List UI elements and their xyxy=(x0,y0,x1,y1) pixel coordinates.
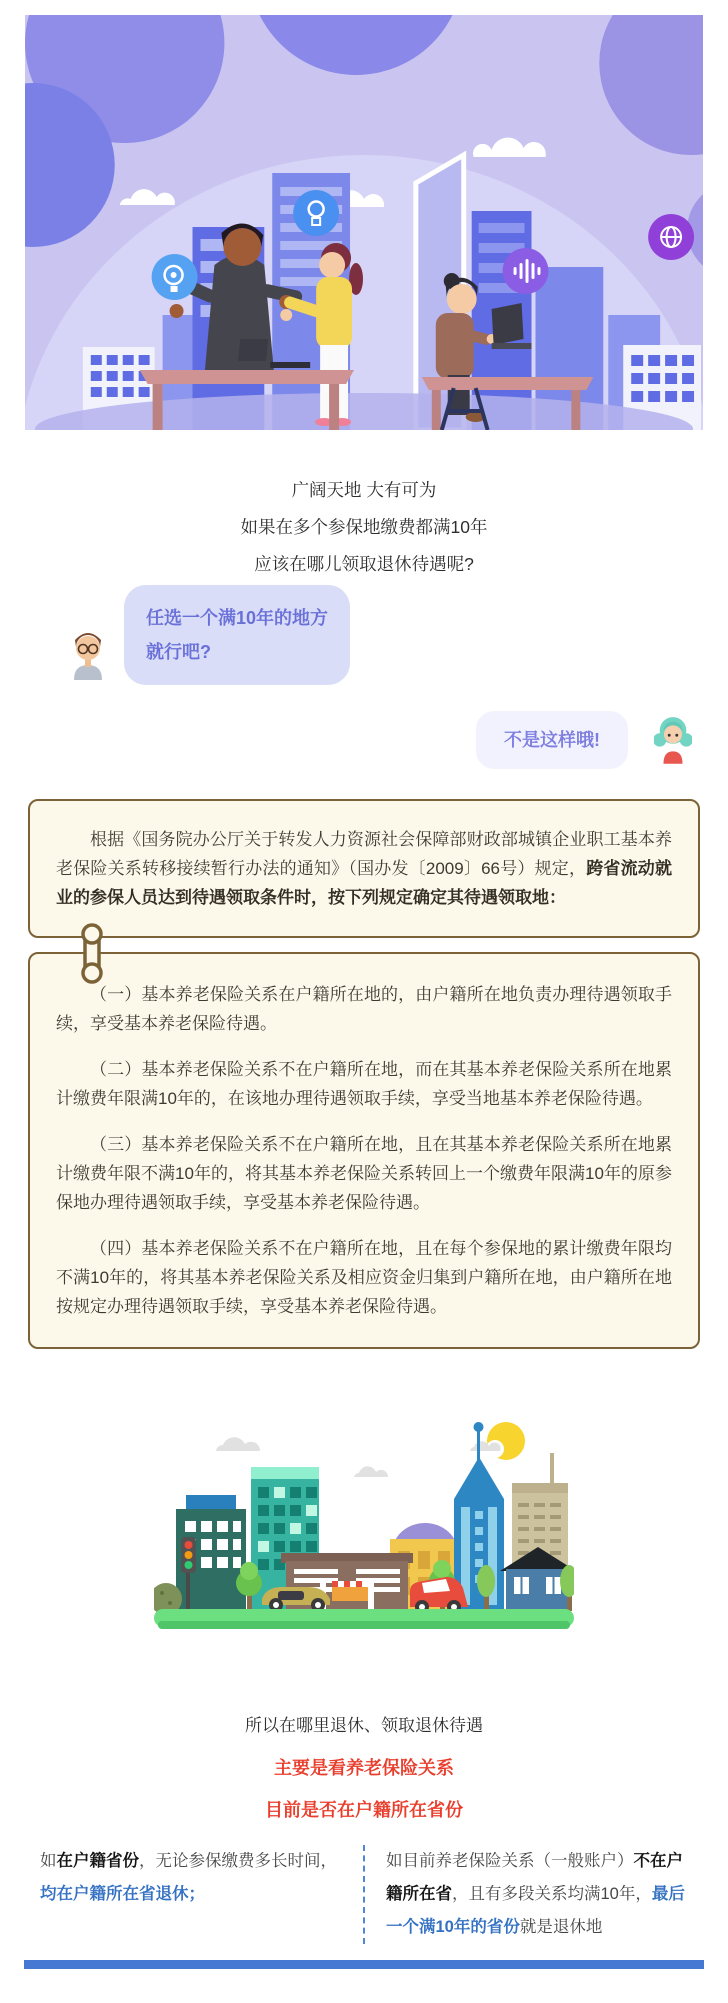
col-left-seg-bold-blue: 均在户籍所在省退休； xyxy=(40,1885,205,1903)
regulation-rules-box xyxy=(28,952,700,1349)
intro-line-3: 应该在哪儿领取退休待遇呢? xyxy=(254,554,474,574)
col-right-seg-bold-blue: 最后一个满10年的省份 xyxy=(386,1885,685,1936)
rule-item-1: （一）基本养老保险关系在户籍所在地的，由户籍所在地负责办理待遇领取手续，享受基本养老保险待遇。 xyxy=(56,985,672,1033)
conclusion-line-3: 目前是否在户籍所在省份 xyxy=(265,1800,463,1820)
chat-left-line1: 任选一个满10年的地方 xyxy=(146,608,329,628)
audio-wave-icon xyxy=(503,248,549,294)
column-in-province xyxy=(40,1845,340,1944)
chat-section xyxy=(0,585,728,769)
col-right-text xyxy=(386,1845,688,1944)
chat-row-right xyxy=(36,711,692,769)
dashed-divider xyxy=(363,1845,365,1944)
conclusion-line-2: 主要是看养老保险关系 xyxy=(274,1758,454,1778)
regulation-section xyxy=(28,799,700,1349)
bulb-icon xyxy=(293,190,339,236)
sun-icon xyxy=(486,1422,525,1460)
col-left-seg-normal: 如 xyxy=(40,1852,57,1870)
globe-icon xyxy=(648,214,694,260)
rule-item-2: （二）基本养老保险关系不在户籍所在地，而在其基本养老保险关系所在地累计缴费年限满10年的，在该地办理待遇领取手续，享受当地基本养老保险待遇。 xyxy=(56,1060,672,1108)
intro-line-1: 广阔天地 大有可为 xyxy=(291,480,437,500)
col-left-seg-normal2: ，无论参保缴费多长时间， xyxy=(139,1852,337,1870)
city-illustration xyxy=(154,1411,574,1641)
col-right-seg-normal3: 就是退休地 xyxy=(519,1918,603,1936)
conclusion-line-1: 所以在哪里退休、领取退休待遇 xyxy=(245,1716,483,1735)
col-left-seg-bold-dark: 在户籍省份 xyxy=(56,1852,139,1870)
chat-left-line2: 就行吧? xyxy=(146,642,211,662)
column-out-of-province xyxy=(386,1845,688,1944)
avatar-woman xyxy=(654,714,692,769)
conclusion-text xyxy=(0,1705,728,1831)
two-column-section xyxy=(40,1845,688,1944)
intro-line-2: 如果在多个参保地缴费都满10年 xyxy=(240,517,488,537)
hero-illustration-svg xyxy=(25,15,703,430)
regulation-intro-bold: 跨省流动就业的参保人员达到待遇领取条件时，按下列规定确定其待遇领取地： xyxy=(56,859,672,907)
chat-bubble-left xyxy=(124,585,350,685)
chat-bubble-right: 不是这样哦! xyxy=(476,711,628,769)
rule-item-4: （四）基本养老保险关系不在户籍所在地，且在每个参保地的累计缴费年限均不满10年的，将其基本养老保险关系及相应资金归集到户籍所在地，由户籍所在地按规定办理待遇领取手续，享受基本养老保险待遇。 xyxy=(56,1239,672,1316)
col-right-seg-bold-dark: 不在户籍所在省 xyxy=(386,1852,683,1903)
city-illustration-svg xyxy=(154,1411,574,1641)
mind-icon xyxy=(152,254,198,300)
col-right-seg-normal: 如目前养老保险关系（一般账户） xyxy=(386,1852,634,1870)
hero-illustration xyxy=(25,15,703,430)
regulation-intro-normal: 根据《国务院办公厅关于转发人力资源社会保障部财政部城镇企业职工基本养老保险关系转移接续暂行办法的通知》（国办发〔2009〕66号）规定， xyxy=(56,830,672,878)
regulation-intro-paragraph xyxy=(56,825,672,912)
pin-connector-icon xyxy=(74,921,110,1005)
bottom-divider-bar xyxy=(24,1960,704,1969)
intro-text xyxy=(0,472,728,583)
col-left-text xyxy=(40,1845,340,1911)
regulation-intro-box xyxy=(28,799,700,938)
col-right-seg-normal2: ，且有多段关系均满10年， xyxy=(452,1885,652,1903)
chat-row-left xyxy=(66,585,692,685)
rule-item-3: （三）基本养老保险关系不在户籍所在地，且在其基本养老保险关系所在地累计缴费年限不满10年的，将其基本养老保险关系转回上一个缴费年限满10年的原参保地办理待遇领取手续，享受基本养老保险待遇。 xyxy=(56,1135,672,1212)
avatar-man xyxy=(66,628,110,685)
